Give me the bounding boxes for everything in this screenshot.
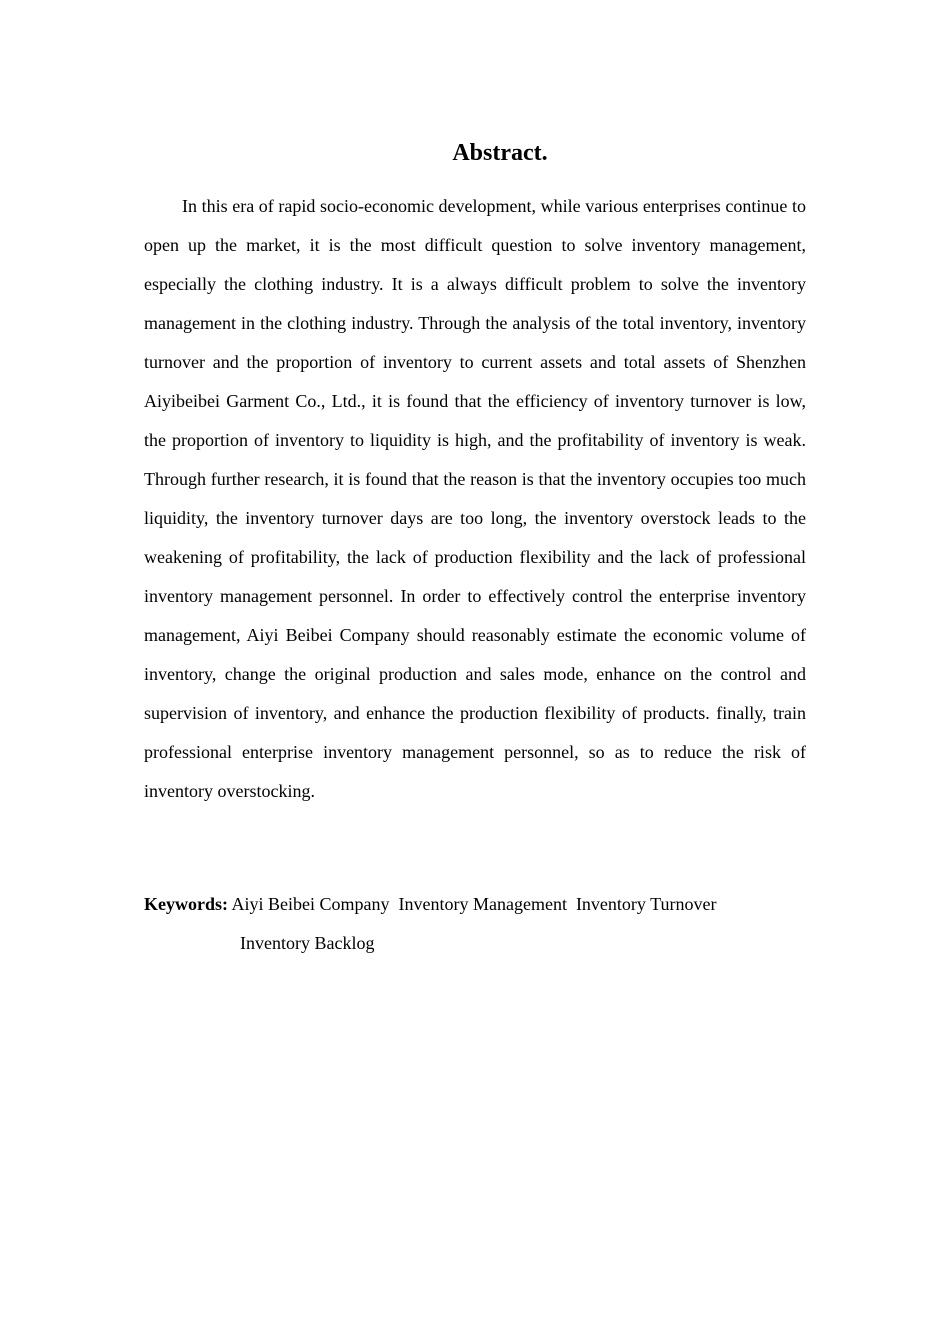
- keywords-list-line-1: Aiyi Beibei Company Inventory Management Inventory Turnover: [231, 894, 717, 914]
- page-title: Abstract.: [452, 140, 548, 166]
- keywords-section: [144, 885, 806, 963]
- abstract-paragraph: In this era of rapid socio-economic development, while various enterprises continue to open up the market, it is the most difficult question to solve inventory management, especially the clothing industry. It is a always difficult problem to solve the inventory management in the clothing industry. Through the analysis of the total inventory, inventory turnover and the proportion of inventory to current assets and total assets of Shenzhen Aiyibeibei Garment Co., Ltd., it is found that the efficiency of inventory turnover is low, the proportion of inventory to liquidity is high, and the profitability of inventory is weak. Through further research, it is found that the reason is that the inventory occupies too much liquidity, the inventory turnover days are too long, the inventory overstock leads to the weakening of profitability, the lack of production flexibility and the lack of professional inventory management personnel. In order to effectively control the enterprise inventory management, Aiyi Beibei Company should reasonably estimate the economic volume of inventory, change the original production and sales mode, enhance on the control and supervision of inventory, and enhance the production flexibility of products. finally, train professional enterprise inventory management personnel, so as to reduce the risk of inventory overstocking.: [144, 196, 806, 801]
- keywords-label: Keywords:: [144, 894, 228, 914]
- keywords-list-line-2: Inventory Backlog: [240, 933, 375, 953]
